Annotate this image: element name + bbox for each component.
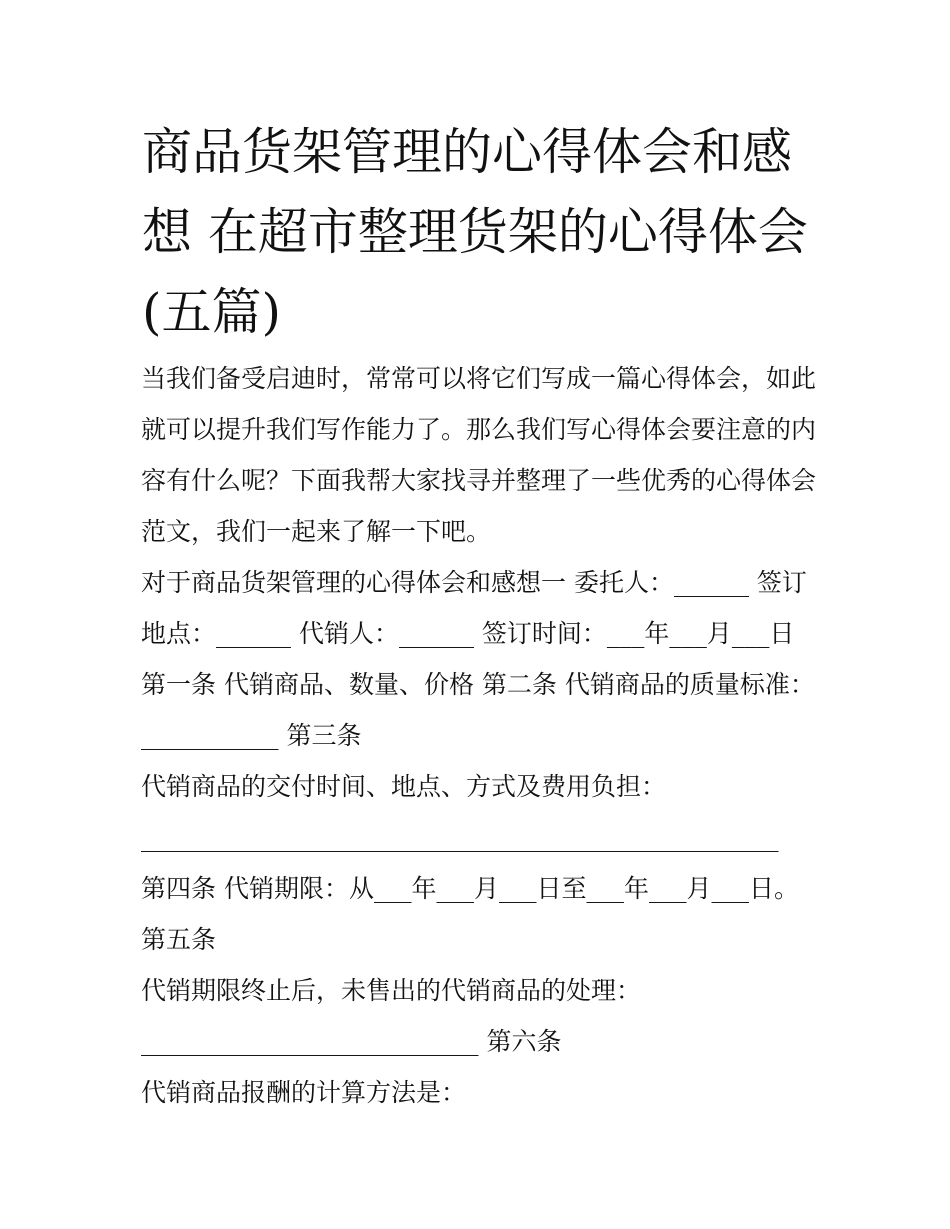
body-line: 代销商品的交付时间、地点、方式及费用负担：	[141, 772, 667, 801]
title-line: (五篇)	[142, 283, 282, 341]
body-line: 第四条 代销期限：从___年___月___日至___年___月___日。	[141, 874, 799, 903]
body-line: ___________ 第三条	[141, 721, 362, 750]
body-line: 代销商品报酬的计算方法是：	[141, 1078, 467, 1107]
body-line: 代销期限终止后，未售出的代销商品的处理：	[141, 976, 642, 1005]
title-line: 商品货架管理的心得体会和感	[142, 123, 792, 181]
body-line: ___________________________ 第六条	[141, 1027, 562, 1056]
body-line: 地点：______ 代销人：______ 签订时间：___年___月___日	[141, 619, 795, 648]
body-line: 容有什么呢？下面我帮大家找寻并整理了一些优秀的心得体会	[141, 466, 817, 495]
document-title	[142, 112, 832, 352]
body-line: 第一条 代销商品、数量、价格 第二条 代销商品的质量标准：	[141, 670, 815, 699]
body-line: 对于商品货架管理的心得体会和感想一 委托人：______ 签订	[141, 568, 807, 597]
body-line: 第五条	[141, 925, 217, 954]
title-line: 想 在超市整理货架的心得体会	[142, 203, 808, 261]
body-line: 就可以提升我们写作能力了。那么我们写心得体会要注意的内	[141, 415, 817, 444]
body-line: ___________________________________________________	[141, 823, 779, 852]
document-body	[141, 353, 831, 1118]
body-line: 当我们备受启迪时，常常可以将它们写成一篇心得体会，如此	[141, 364, 817, 393]
body-line: 范文，我们一起来了解一下吧。	[141, 517, 492, 546]
